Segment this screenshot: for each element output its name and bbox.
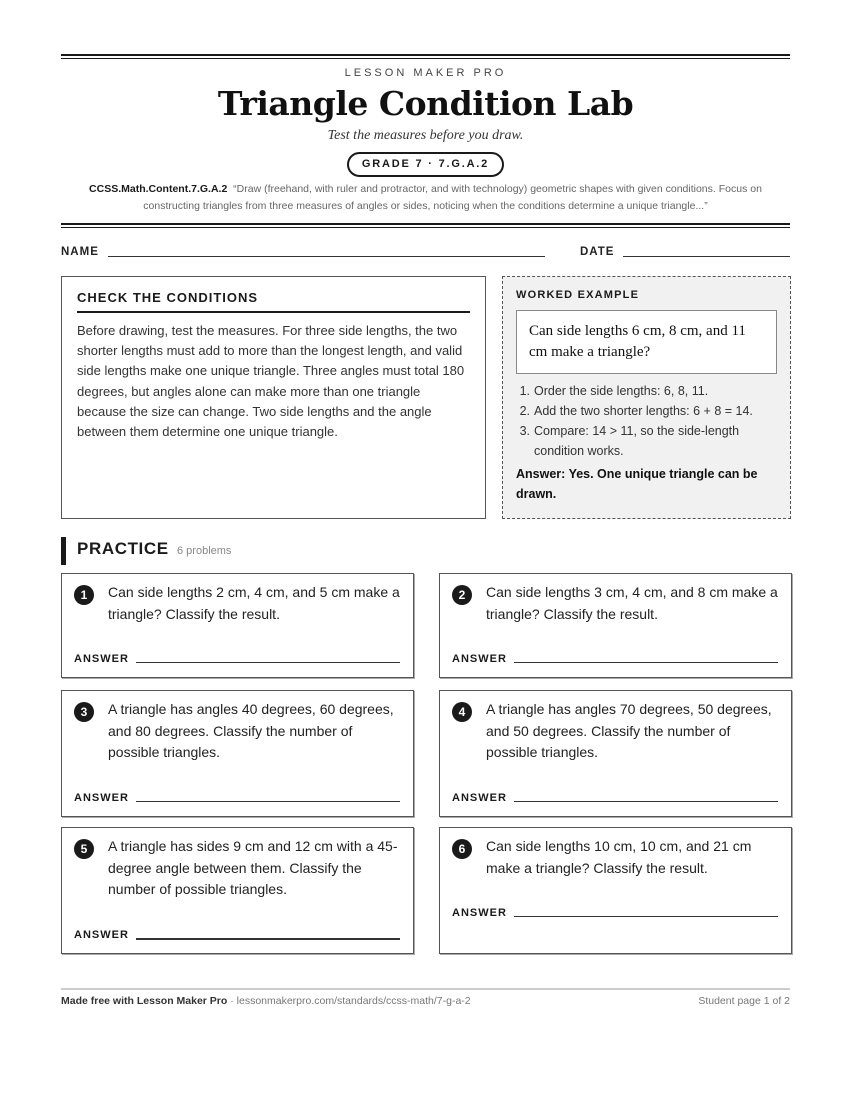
grade-badge-wrap bbox=[61, 152, 790, 177]
date-label: DATE bbox=[580, 246, 615, 258]
problem-card-5 bbox=[61, 827, 414, 954]
answer-line-5[interactable] bbox=[136, 938, 400, 940]
footer-url[interactable]: · lessonmakerpro.com/standards/ccss-math/7-g-a-2 bbox=[227, 995, 471, 1007]
problem-number-badge: 5 bbox=[74, 839, 94, 859]
practice-count: 6 problems bbox=[177, 545, 232, 557]
brand-name: LESSON MAKER PRO bbox=[344, 67, 507, 79]
standard-description bbox=[61, 181, 790, 215]
header-top-rule bbox=[61, 54, 790, 59]
standard-code: CCSS.Math.Content.7.G.A.2 bbox=[89, 183, 228, 195]
worksheet-page bbox=[61, 0, 790, 1100]
worked-example-heading: WORKED EXAMPLE bbox=[516, 289, 640, 301]
name-label: NAME bbox=[61, 246, 99, 258]
answer-line-1[interactable] bbox=[136, 662, 400, 663]
answer-label: ANSWER bbox=[74, 929, 129, 941]
step-text: Compare: 14 > 11, so the side-length condition works. bbox=[534, 424, 740, 458]
footer-credit bbox=[61, 995, 471, 1007]
standard-text: “Draw (freehand, with ruler and protractor, and with technology) geometric shapes with given conditions. Focus on constructing triangles from three measures of angles or sides, noticing when the conditions determine a unique triangle...” bbox=[143, 183, 762, 212]
answer-label: ANSWER bbox=[452, 653, 507, 665]
problem-card-6 bbox=[439, 827, 792, 954]
check-conditions-box bbox=[61, 276, 486, 519]
step-text: Order the side lengths: 6, 8, 11. bbox=[534, 384, 709, 398]
step-number: 3. bbox=[519, 424, 530, 438]
worked-step bbox=[516, 381, 777, 401]
answer-label: ANSWER bbox=[74, 792, 129, 804]
check-conditions-heading: CHECK THE CONDITIONS bbox=[77, 290, 470, 313]
worked-example-question: Can side lengths 6 cm, 8 cm, and 11 cm make a triangle? bbox=[516, 310, 777, 374]
name-field[interactable] bbox=[108, 256, 545, 257]
step-text: Add the two shorter lengths: 6 + 8 = 14. bbox=[534, 404, 753, 418]
worked-example-steps bbox=[516, 381, 777, 461]
problem-text: Can side lengths 10 cm, 10 cm, and 21 cm make a triangle? Classify the result. bbox=[486, 838, 752, 876]
footer-page-label: Student page 1 of 2 bbox=[698, 995, 790, 1007]
answer-label: ANSWER bbox=[452, 792, 507, 804]
problem-card-4 bbox=[439, 690, 792, 817]
problem-text: Can side lengths 3 cm, 4 cm, and 8 cm make a triangle? Classify the result. bbox=[486, 584, 778, 622]
problem-number-badge: 1 bbox=[74, 585, 94, 605]
answer-line-4[interactable] bbox=[514, 801, 778, 802]
problem-number-badge: 3 bbox=[74, 702, 94, 722]
step-number: 1. bbox=[519, 384, 530, 398]
check-conditions-text: Before drawing, test the measures. For three side lengths, the two shorter lengths must add to more than the longest length, and valid side lengths make one unique triangle. Three angles must total 180 degrees, but angles alone can make more than one triangle because the size can change. Two side lengths and the angle between them determine one unique triangle. bbox=[77, 323, 465, 440]
practice-accent-bar bbox=[61, 537, 66, 565]
header-bottom-rule bbox=[61, 223, 790, 228]
worked-example-box bbox=[502, 276, 791, 519]
grade-badge: GRADE 7 · 7.G.A.2 bbox=[347, 152, 504, 177]
footer-rule bbox=[61, 988, 790, 990]
problem-card-2 bbox=[439, 573, 792, 678]
problem-number-badge: 6 bbox=[452, 839, 472, 859]
worked-step bbox=[516, 421, 777, 461]
answer-label: ANSWER bbox=[74, 653, 129, 665]
problem-text: A triangle has angles 40 degrees, 60 degrees, and 80 degrees. Classify the number of possible triangles. bbox=[108, 701, 394, 760]
practice-heading: PRACTICE bbox=[77, 539, 169, 558]
worked-example-answer: Answer: Yes. One unique triangle can be drawn. bbox=[516, 467, 758, 501]
problem-number-badge: 4 bbox=[452, 702, 472, 722]
problem-card-3 bbox=[61, 690, 414, 817]
problem-text: A triangle has angles 70 degrees, 50 degrees, and 50 degrees. Classify the number of possible triangles. bbox=[486, 701, 772, 760]
answer-line-6[interactable] bbox=[514, 916, 778, 917]
problem-text: Can side lengths 2 cm, 4 cm, and 5 cm make a triangle? Classify the result. bbox=[108, 584, 400, 622]
problem-text: A triangle has sides 9 cm and 12 cm with a 45-degree angle between them. Classify the number of possible triangles. bbox=[108, 838, 398, 897]
worked-step bbox=[516, 401, 777, 421]
problem-number-badge: 2 bbox=[452, 585, 472, 605]
step-number: 2. bbox=[519, 404, 530, 418]
footer-made-with: Made free with Lesson Maker Pro bbox=[61, 995, 228, 1007]
answer-line-3[interactable] bbox=[136, 801, 400, 802]
page-subtitle: Test the measures before you draw. bbox=[327, 128, 524, 143]
answer-label: ANSWER bbox=[452, 907, 507, 919]
page-title: Triangle Condition Lab bbox=[217, 84, 634, 123]
answer-line-2[interactable] bbox=[514, 662, 778, 663]
date-field[interactable] bbox=[623, 256, 790, 257]
problem-card-1 bbox=[61, 573, 414, 678]
